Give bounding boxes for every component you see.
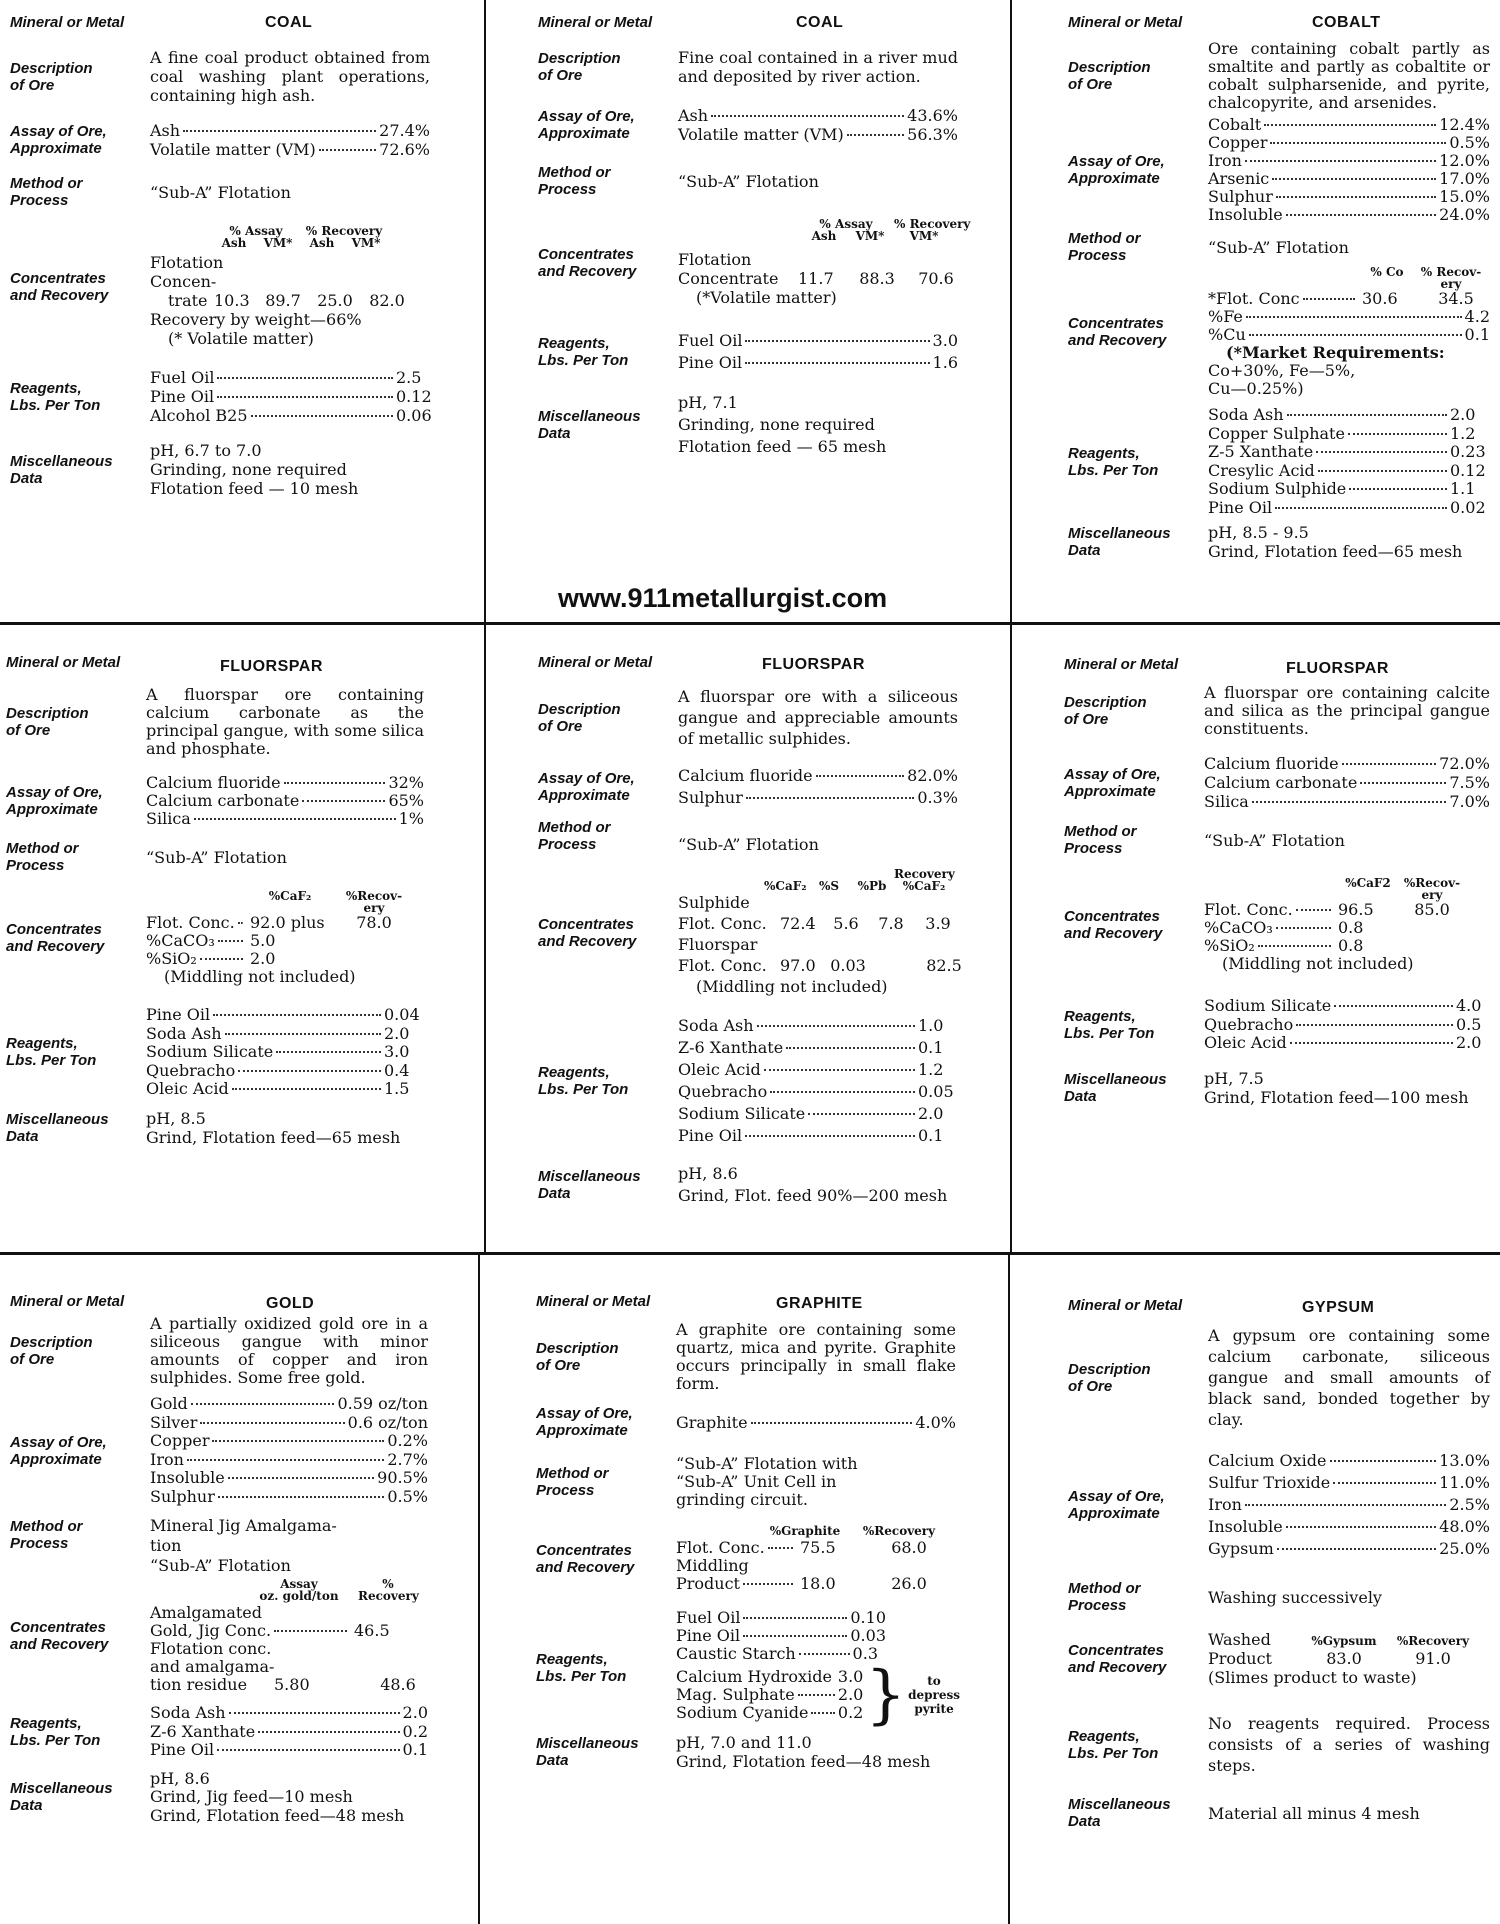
assay-label: Assay of Ore, Approximate <box>10 1433 107 1468</box>
reagents-label: Reagents, Lbs. Per Ton <box>10 379 101 414</box>
ore-description: A fine coal product obtained from coal washing plant operations, containing high ash. <box>150 48 430 105</box>
method-label: Method or Process <box>10 175 83 209</box>
mineral-label: Mineral or Metal <box>538 14 653 31</box>
assay-row: Insoluble 24.0% <box>1208 205 1490 224</box>
reagent-row: Z-5 Xanthate 0.23 <box>1208 442 1486 461</box>
assay-row: Volatile matter (VM) 72.6% <box>150 140 430 159</box>
reagent-row: Fuel Oil 3.0 <box>678 331 958 350</box>
method-label: Method or Process <box>6 840 79 874</box>
concentrates-label: Concentrates and Recovery <box>536 1542 635 1576</box>
misc-label: Miscellaneous Data <box>538 1168 641 1202</box>
method-label: Method or Process <box>10 1518 83 1552</box>
assay-row: Calcium carbonate 65% <box>146 791 424 810</box>
method-label: Method or Process <box>538 164 611 198</box>
concentrates-block: %CaF₂ %Recov- ery Flot. Conc. 92.0 plus 78.0 %CaCO₃ 5.0 %SiO₂ 2.0 (Middling not included) <box>146 889 403 986</box>
mineral-label: Mineral or Metal <box>10 14 125 31</box>
method-label: Method or Process <box>536 1465 609 1499</box>
reagent-row: Quebracho 0.5 <box>1204 1014 1482 1034</box>
assay-row: Calcium fluoride 32% <box>146 773 424 792</box>
misc-label: Miscellaneous Data <box>1068 1796 1171 1830</box>
mineral-name: COAL <box>265 14 313 31</box>
assay-label: Assay of Ore, Approximate <box>6 784 103 818</box>
panel-graphite: Mineral or Metal GRAPHITE Description of Ore A graphite ore containing some quartz, mica and pyrite. Graphite occurs principally in small flake form. Assay of Ore, Approximate Graphite 4.0% Method or Process “Sub-A” Flotation with “Sub-A” Unit Cell in grinding circuit. Concentrates and Recovery %Graphite %Recovery Flot. Conc. 75.5 68.0 Middling Product 18.0 26.0 Reagents, Lbs. Per Ton Fuel Oil 0.10 Pine Oil 0.03 Caustic Starch 0.3 Calcium Hydroxide 3.0 Mag. Sulphate 2.0 Sodium Cyanide 0.2 } to depress pyrite Miscellaneous Data pH, 7.0 and 11.0 Grind, Flotation feed—48 mesh <box>536 1293 960 1771</box>
mineral-label: Mineral or Metal <box>536 1293 651 1310</box>
assay-row: Volatile matter (VM) 56.3% <box>678 125 958 144</box>
method-value: “Sub-A” Flotation <box>1204 830 1345 850</box>
mineral-name: FLUORSPAR <box>1286 660 1389 677</box>
misc-label: Miscellaneous Data <box>1068 525 1171 559</box>
reagent-row: Cresylic Acid 0.12 <box>1208 460 1486 480</box>
assay-label: Assay of Ore, Approximate <box>538 108 635 142</box>
reagents-note: No reagents required. Process consists of a series of washing steps. <box>1208 1714 1490 1775</box>
misc-label: Miscellaneous Data <box>538 408 641 442</box>
concentrates-block: Assay % oz. gold/ton Recovery Amalgamated Gold, Jig Conc. 46.5 Flotation conc. and amalgama- tion residue 5.80 48.6 <box>150 1577 419 1694</box>
reagent-row: Sodium Silicate 4.0 <box>1204 996 1482 1015</box>
reagent-row: Soda Ash 2.0 <box>150 1703 428 1722</box>
ore-description: A fluorspar ore containing calcium carbonate as the principal gangue, with some silica and phosphate. <box>146 685 424 758</box>
assay-row: Ash 27.4% <box>150 121 430 140</box>
mineral-label: Mineral or Metal <box>6 654 121 671</box>
reagent-row: Oleic Acid 2.0 <box>1204 1033 1482 1052</box>
assay-row: Silica 1% <box>146 809 424 828</box>
mineral-name: FLUORSPAR <box>220 658 323 675</box>
reagent-row: Pine Oil 0.03 <box>676 1626 886 1645</box>
column-divider-left <box>478 1255 480 1924</box>
reagent-row: Pine Oil 0.02 <box>1208 497 1486 517</box>
ore-description: Fine coal contained in a river mud and deposited by river action. <box>678 48 958 86</box>
method-value: “Sub-A” Flotation with “Sub-A” Unit Cell in grinding circuit. <box>676 1454 858 1509</box>
reagent-row: Soda Ash 2.0 <box>1208 405 1476 424</box>
misc-label: Miscellaneous Data <box>536 1735 639 1769</box>
misc-label: Miscellaneous Data <box>1064 1070 1167 1105</box>
depress-pyrite-group: Calcium Hydroxide 3.0 Mag. Sulphate 2.0 Sodium Cyanide 0.2 } to depress pyrite <box>676 1658 960 1732</box>
reagents-label: Reagents, Lbs. Per Ton <box>538 334 629 369</box>
description-label: Description of Ore <box>10 59 93 94</box>
mineral-name: GYPSUM <box>1302 1299 1375 1316</box>
method-value: “Sub-A” Flotation <box>678 171 819 191</box>
ore-description: A fluorspar ore containing calcite and silica as the principal gangue constituents. <box>1204 683 1490 738</box>
assay-row: Calcium fluoride 82.0% <box>678 766 958 785</box>
description-label: Description of Ore <box>1064 694 1147 728</box>
reagent-row: Caustic Starch 0.3 <box>676 1644 878 1663</box>
concentrates-label: Concentrates and Recovery <box>10 269 109 304</box>
column-divider-right <box>1010 0 1012 622</box>
assay-row: Iron 2.7% <box>150 1449 428 1469</box>
assay-row: Iron 12.0% <box>1208 151 1490 170</box>
panel-fluorspar-2: Mineral or Metal FLUORSPAR Description of Ore A fluorspar ore with a siliceous gangue and appreciable amounts of metallic sulphides. Assay of Ore, Approximate Calcium fluoride 82.0% Sulphur 0.3% Method or Process “Sub-A” Flotation Concentrates and Recovery Recovery %CaF₂ %S %Pb %CaF₂ Sulphide Flot. Conc. 72.4 5.6 7.8 3.9 Fluorspar Flot. Conc. 97.0 0.03 82.5 (Middling not included) Reagents, Lbs. Per Ton Soda Ash 1.0 Z-6 Xanthate 0.1 Oleic Acid 1.2 Quebracho 0.05 Sodium Silicate 2.0 Pine Oil 0.1 Miscellaneous Data pH, 8.6 Grind, Flot. feed 90%—200 mesh <box>538 654 958 1223</box>
panel-gold: Mineral or Metal GOLD Description of Ore A partially oxidized gold ore in a siliceous gangue with minor amounts of copper and iron sulphides. Some free gold. Assay of Ore, Approximate Gold 0.59 oz/ton Silver 0.6 oz/ton Copper 0.2% Iron 2.7% Insoluble 90.5% Sulphur 0.5% Method or Process Mineral Jig Amalgama- tion “Sub-A” Flotation Concentrates and Recovery Assay % oz. gold/ton Recovery Amalgamated Gold, Jig Conc. 46.5 Flotation conc. and amalgama- tion residue 5.80 48.6 Reagents, Lbs. Per Ton Soda Ash 2.0 Z-6 Xanthate 0.2 Pine Oil 0.1 Miscellaneous Data pH, 8.6 Grind, Jig feed—10 mesh Grind, Flotation feed—48 mesh <box>10 1293 428 1825</box>
assay-row: Sulfur Trioxide 11.0% <box>1208 1473 1490 1492</box>
assay-label: Assay of Ore, Approximate <box>1068 1488 1165 1522</box>
reagent-row: Quebracho 0.4 <box>146 1060 410 1080</box>
reagent-row: Pine Oil 0.1 <box>678 1126 944 1145</box>
concentrates-block: %Graphite %Recovery Flot. Conc. 75.5 68.0 Middling Product 18.0 26.0 <box>676 1524 936 1593</box>
assay-label: Assay of Ore, Approximate <box>536 1405 633 1439</box>
method-value: “Sub-A” Flotation <box>146 847 287 867</box>
panel-fluorspar-1: Mineral or Metal FLUORSPAR Description of Ore A fluorspar ore containing calcium carbonate as the principal gangue, with some silica and phosphate. Assay of Ore, Approximate Calcium fluoride 32% Calcium carbonate 65% Silica 1% Method or Process “Sub-A” Flotation Concentrates and Recovery %CaF₂ %Recov- ery Flot. Conc. 92.0 plus 78.0 %CaCO₃ 5.0 %SiO₂ 2.0 (Middling not included) Reagents, Lbs. Per Ton Pine Oil 0.04 Soda Ash 2.0 Sodium Silicate 3.0 Quebracho 0.4 Oleic Acid 1.5 Miscellaneous Data pH, 8.5 Grind, Flotation feed—65 mesh <box>6 654 424 1147</box>
reagent-row: Sodium Sulphide 1.1 <box>1208 479 1476 498</box>
reagent-row: Oleic Acid 1.2 <box>678 1060 944 1079</box>
method-value: “Sub-A” Flotation <box>150 182 291 202</box>
mineral-label: Mineral or Metal <box>1068 1297 1183 1314</box>
panel-cobalt: Mineral or Metal COBALT Description of Ore Ore containing cobalt partly as smaltite and partly as cobaltite or cobalt sulpharsenide, and pyrite, chalcopyrite, and arsenides. Assay of Ore, Approximate Cobalt 12.4% Copper 0.5% Iron 12.0% Arsenic 17.0% Sulphur 15.0% Insoluble 24.0% Method or Process “Sub-A” Flotation Concentrates and Recovery % Co % Recov- ery *Flot. Conc 30.6 34.5 %Fe 4.2 %Cu 0.1 (*Market Requirements: Co+30%, Fe—5%, Cu—0.25%) Reagents, Lbs. Per Ton Soda Ash 2.0 Copper Sulphate 1.2 Z-5 Xanthate 0.23 Cresylic Acid 0.12 Sodium Sulphide 1.1 Pine Oil 0.02 Miscellaneous Data pH, 8.5 - 9.5 Grind, Flotation feed—65 mesh <box>1068 14 1490 561</box>
reagent-row: Z-6 Xanthate 0.2 <box>150 1721 428 1741</box>
column-divider-left <box>484 625 486 1252</box>
mineral-name: COBALT <box>1312 14 1381 31</box>
reagent-row: Alcohol B25 0.06 <box>150 406 432 425</box>
concentrates-label: Concentrates and Recovery <box>538 245 637 280</box>
misc-label: Miscellaneous Data <box>10 1780 113 1815</box>
assay-row: Calcium Oxide 13.0% <box>1208 1451 1490 1470</box>
reagent-row: Sodium Silicate 2.0 <box>678 1104 944 1123</box>
concentrates-label: Concentrates and Recovery <box>10 1619 109 1653</box>
mineral-label: Mineral or Metal <box>1068 14 1183 31</box>
reagents-label: Reagents, Lbs. Per Ton <box>1068 1727 1159 1762</box>
misc-label: Miscellaneous Data <box>10 452 113 487</box>
description-label: Description of Ore <box>536 1340 619 1374</box>
description-label: Description of Ore <box>10 1334 93 1368</box>
reagent-row: Sodium Silicate 3.0 <box>146 1042 410 1061</box>
panel-coal-1: Mineral or Metal COAL Description of Ore A fine coal product obtained from coal washing plant operations, containing high ash. Assay of Ore, Approximate Ash 27.4% Volatile matter (VM) 72.6% Method or Process “Sub-A” Flotation Concentrates and Recovery % Assay % Recovery Ash VM* Ash VM* Flotation Concen- trate 10.3 89.7 25.0 82.0 Recovery by weight—66% (* Volatile matter) Reagents, Lbs. Per Ton Fuel Oil 2.5 Pine Oil 0.12 Alcohol B25 0.06 Miscellaneous Data pH, 6.7 to 7.0 Grinding, none required Flotation feed — 10 mesh <box>10 14 432 498</box>
panel-gypsum: Mineral or Metal GYPSUM Description of Ore A gypsum ore containing some calcium carbonate, siliceous gangue and small amounts of black sand, bonded together by clay. Assay of Ore, Approximate Calcium Oxide 13.0% Sulfur Trioxide 11.0% Iron 2.5% Insoluble 48.0% Gypsum 25.0% Method or Process Washing successively Concentrates and Recovery Washed %Gypsum %Recovery Product 83.0 91.0 (Slimes product to waste) Reagents, Lbs. Per Ton No reagents required. Process consists of a series of washing steps. Miscellaneous Data Material all minus 4 mesh <box>1068 1297 1490 1830</box>
assay-row: Insoluble 90.5% <box>150 1468 428 1487</box>
method-value: “Sub-A” Flotation <box>678 835 819 854</box>
ore-description: A graphite ore containing some quartz, mica and pyrite. Graphite occurs principally in small flake form. <box>676 1320 956 1393</box>
description-label: Description of Ore <box>1068 1360 1151 1395</box>
reagent-row: Calcium Hydroxide 3.0 <box>676 1667 864 1686</box>
row-divider-1 <box>0 622 1500 625</box>
assay-row: Graphite 4.0% <box>676 1412 956 1432</box>
concentrates-label: Concentrates and Recovery <box>1064 908 1163 942</box>
concentrates-block: % Assay % Recovery Ash VM* VM* Flotation Concentrate 11.7 88.3 70.6 (*Volatile matter) <box>678 217 971 307</box>
reagents-label: Reagents, Lbs. Per Ton <box>6 1035 97 1070</box>
assay-row: Sulphur 0.3% <box>678 788 958 807</box>
reagent-row: Pine Oil 1.6 <box>678 353 958 372</box>
reagents-label: Reagents, Lbs. Per Ton <box>10 1714 101 1749</box>
assay-row: Calcium carbonate 7.5% <box>1204 773 1490 792</box>
column-divider-right <box>1010 625 1012 1252</box>
concentrates-label: Concentrates and Recovery <box>538 915 637 950</box>
concentrates-block: % Co % Recov- ery *Flot. Conc 30.6 34.5 %Fe 4.2 %Cu 0.1 (*Market Requirements: Co+30%, Fe—5%, Cu—0.25%) <box>1208 265 1490 398</box>
mineral-label: Mineral or Metal <box>10 1293 125 1310</box>
ore-description: Ore containing cobalt partly as smaltite and partly as cobaltite or cobalt sulpharsenide, and pyrite, chalcopyrite, and arsenides. <box>1208 39 1490 112</box>
assay-row: Sulphur 15.0% <box>1208 187 1490 206</box>
concentrates-block: Washed %Gypsum %Recovery Product 83.0 91.0 (Slimes product to waste) <box>1208 1630 1470 1687</box>
method-label: Method or Process <box>1068 1580 1141 1614</box>
panel-fluorspar-3: Mineral or Metal FLUORSPAR Description of Ore A fluorspar ore containing calcite and silica as the principal gangue constituents. Assay of Ore, Approximate Calcium fluoride 72.0% Calcium carbonate 7.5% Silica 7.0% Method or Process “Sub-A” Flotation Concentrates and Recovery %CaF2 %Recov- ery Flot. Conc. 96.5 85.0 %CaCO₃ 0.8 %SiO₂ 0.8 (Middling not included) Reagents, Lbs. Per Ton Sodium Silicate 4.0 Quebracho 0.5 Oleic Acid 2.0 Miscellaneous Data pH, 7.5 Grind, Flotation feed—100 mesh <box>1064 656 1490 1107</box>
panel-coal-2: Mineral or Metal COAL Description of Ore Fine coal contained in a river mud and deposited by river action. Assay of Ore, Approximate Ash 43.6% Volatile matter (VM) 56.3% Method or Process “Sub-A” Flotation Concentrates and Recovery % Assay % Recovery Ash VM* VM* Flotation Concentrate 11.7 88.3 70.6 (*Volatile matter) Reagents, Lbs. Per Ton Fuel Oil 3.0 Pine Oil 1.6 Miscellaneous Data pH, 7.1 Grinding, none required Flotation feed — 65 mesh <box>538 14 971 456</box>
assay-label: Assay of Ore, Approximate <box>1064 765 1161 800</box>
reagent-row: Pine Oil 0.12 <box>150 387 432 406</box>
description-label: Description of Ore <box>6 705 89 739</box>
assay-row: Cobalt 12.4% <box>1208 115 1490 134</box>
reagent-row: Fuel Oil 2.5 <box>150 368 422 387</box>
ore-description: A gypsum ore containing some calcium carbonate, siliceous gangue and small amounts of black sand, bonded together by clay. <box>1208 1326 1490 1429</box>
mineral-name: COAL <box>796 14 844 31</box>
description-label: Description of Ore <box>538 50 621 84</box>
description-label: Description of Ore <box>538 700 621 735</box>
assay-label: Assay of Ore, Approximate <box>1068 153 1165 187</box>
reagent-row: Sodium Cyanide 0.2 <box>676 1703 864 1722</box>
assay-row: Arsenic 17.0% <box>1208 169 1490 188</box>
assay-row: Silica 7.0% <box>1204 792 1490 811</box>
ore-description: A fluorspar ore with a siliceous gangue and appreciable amounts of metallic sulphides. <box>678 687 958 748</box>
mineral-label: Mineral or Metal <box>538 654 653 671</box>
reagent-row: Quebracho 0.05 <box>678 1082 954 1101</box>
mineral-name: FLUORSPAR <box>762 656 865 673</box>
mineral-name: GRAPHITE <box>776 1295 863 1312</box>
reagents-label: Reagents, Lbs. Per Ton <box>1068 444 1159 479</box>
reagent-row: Z-6 Xanthate 0.1 <box>678 1038 944 1057</box>
misc-label: Miscellaneous Data <box>6 1110 109 1145</box>
concentrates-block: Recovery %CaF₂ %S %Pb %CaF₂ Sulphide Flot. Conc. 72.4 5.6 7.8 3.9 Fluorspar Flot. Conc. 97.0 0.03 82.5 (Middling not included) <box>678 867 962 996</box>
column-divider-left <box>484 0 486 622</box>
method-value: Washing successively <box>1208 1587 1382 1607</box>
brace-icon: } <box>865 1658 907 1732</box>
assay-row: Gold 0.59 oz/ton <box>150 1394 428 1413</box>
reagent-row: Soda Ash 2.0 <box>146 1023 410 1043</box>
assay-label: Assay of Ore, Approximate <box>538 770 635 804</box>
reagents-label: Reagents, Lbs. Per Ton <box>536 1651 627 1685</box>
watermark-url: www.911metallurgist.com <box>558 583 888 613</box>
reagent-row: Oleic Acid 1.5 <box>146 1079 410 1098</box>
reagents-label: Reagents, Lbs. Per Ton <box>1064 1007 1155 1042</box>
description-label: Description of Ore <box>1068 59 1151 93</box>
method-label: Method or Process <box>538 818 611 853</box>
mineral-label: Mineral or Metal <box>1064 656 1179 673</box>
method-value: “Sub-A” Flotation <box>1208 237 1349 257</box>
reagent-row: Mag. Sulphate 2.0 <box>676 1685 864 1704</box>
method-label: Method or Process <box>1064 823 1137 857</box>
concentrates-label: Concentrates and Recovery <box>6 921 105 955</box>
method-value: Mineral Jig Amalgama- tion “Sub-A” Flotation <box>150 1516 337 1575</box>
concentrates-label: Concentrates and Recovery <box>1068 1641 1167 1676</box>
ore-description: A partially oxidized gold ore in a siliceous gangue with minor amounts of copper and iron sulphides. Some free gold. <box>150 1314 428 1387</box>
reagent-row: Copper Sulphate 1.2 <box>1208 423 1476 443</box>
assay-label: Assay of Ore, Approximate <box>10 123 107 157</box>
assay-row: Ash 43.6% <box>678 106 958 125</box>
column-divider-right <box>1008 1255 1010 1924</box>
reagent-row: Fuel Oil 0.10 <box>676 1608 886 1627</box>
assay-row: Copper 0.5% <box>1208 133 1490 152</box>
method-label: Method or Process <box>1068 230 1141 264</box>
concentrates-block: %CaF2 %Recov- ery Flot. Conc. 96.5 85.0 %CaCO₃ 0.8 %SiO₂ 0.8 (Middling not included) <box>1204 876 1461 973</box>
reagent-row: Soda Ash 1.0 <box>678 1016 944 1035</box>
assay-row: Copper 0.2% <box>150 1431 428 1450</box>
assay-row: Insoluble 48.0% <box>1208 1517 1490 1536</box>
concentrates-label: Concentrates and Recovery <box>1068 315 1167 349</box>
assay-row: Gypsum 25.0% <box>1208 1539 1490 1558</box>
reagent-row: Pine Oil 0.04 <box>146 1005 420 1024</box>
assay-row: Silver 0.6 oz/ton <box>150 1412 428 1432</box>
assay-row: Sulphur 0.5% <box>150 1486 428 1506</box>
row-divider-2 <box>0 1252 1500 1255</box>
concentrates-block: % Assay % Recovery Ash VM* Ash VM* Flotation Concen- trate 10.3 89.7 25.0 82.0 Recovery by weight—66% (* Volatile matter) <box>150 224 405 348</box>
assay-row: Iron 2.5% <box>1208 1495 1490 1514</box>
mineral-name: GOLD <box>266 1295 315 1312</box>
assay-row: Calcium fluoride 72.0% <box>1204 754 1490 773</box>
reagents-label: Reagents, Lbs. Per Ton <box>538 1064 629 1098</box>
reagent-row: Pine Oil 0.1 <box>150 1740 428 1759</box>
